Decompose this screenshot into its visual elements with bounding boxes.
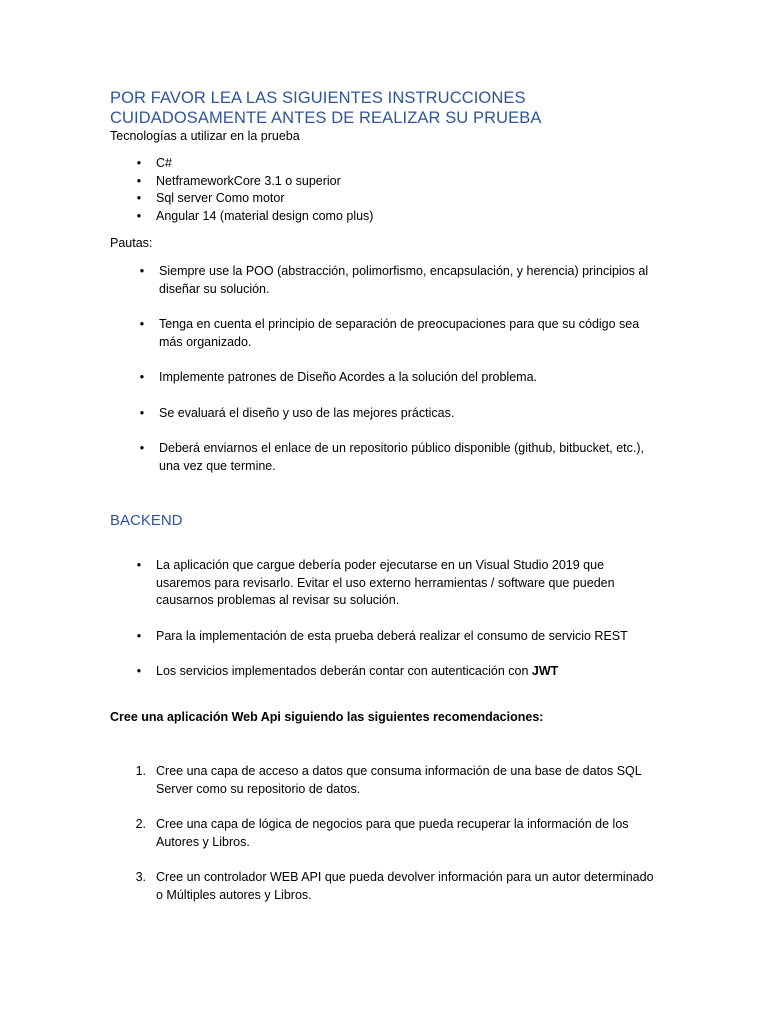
- list-item: • NetframeworkCore 3.1 o superior: [156, 173, 636, 191]
- title-line-2: CUIDADOSAMENTE ANTES DE REALIZAR SU PRUEBA: [110, 109, 542, 127]
- bullet-icon: •: [136, 191, 142, 205]
- list-item: • Sql server Como motor: [156, 190, 636, 208]
- list-item: • Los servicios implementados deberán contar con autenticación con JWT: [156, 663, 656, 681]
- bullet-icon: •: [136, 628, 142, 643]
- tech-intro: Tecnologías a utilizar en la prueba: [110, 129, 300, 143]
- pautas-list: [139, 263, 659, 493]
- list-item: 2. Cree una capa de lógica de negocios para que pueda recuperar la información de los Autores y Libros.: [156, 816, 656, 851]
- bullet-icon: •: [136, 558, 142, 572]
- bullet-icon: •: [136, 208, 142, 223]
- list-item: • Siempre use la POO (abstracción, polimorfismo, encapsulación, y herencia) principios al diseñar su solución.: [159, 263, 659, 298]
- list-item: • Para la implementación de esta prueba deberá realizar el consumo de servicio REST: [156, 628, 656, 646]
- webapi-intro: Cree una aplicación Web Api siguiendo las siguientes recomendaciones:: [110, 710, 544, 724]
- bullet-icon: •: [139, 441, 145, 455]
- list-item: 1. Cree una capa de acceso a datos que consuma información de una base de datos SQL Server como su repositorio de datos.: [156, 763, 656, 798]
- step-number: 2.: [135, 817, 146, 831]
- steps-list: [135, 763, 656, 922]
- bullet-icon: •: [139, 405, 145, 420]
- list-item: • C#: [156, 155, 636, 173]
- bullet-icon: •: [139, 370, 145, 384]
- bullet-icon: •: [139, 264, 145, 278]
- pautas-label: Pautas:: [110, 236, 153, 250]
- backend-heading: BACKEND: [110, 512, 183, 529]
- bullet-icon: •: [136, 664, 142, 678]
- step-number: 3.: [135, 870, 146, 884]
- step-number: 1.: [135, 764, 146, 778]
- bullet-icon: •: [136, 156, 142, 170]
- list-item: • Tenga en cuenta el principio de separación de preocupaciones para que su código sea más organizado.: [159, 316, 659, 351]
- jwt-bold: JWT: [531, 664, 559, 678]
- list-item: • Implemente patrones de Diseño Acordes a la solución del problema.: [159, 369, 659, 387]
- bullet-icon: •: [139, 317, 145, 331]
- title-line-1: POR FAVOR LEA LAS SIGUIENTES INSTRUCCIONES: [110, 89, 526, 107]
- list-item: • Angular 14 (material design como plus): [156, 208, 636, 226]
- tech-list: [136, 155, 636, 225]
- list-item: • Se evaluará el diseño y uso de las mejores prácticas.: [159, 405, 659, 423]
- list-item: 3. Cree un controlador WEB API que pueda devolver información para un autor determinado o Múltiples autores y Libros.: [156, 869, 656, 904]
- list-item: • La aplicación que cargue debería poder ejecutarse en un Visual Studio 2019 que usaremos para revisarlo. Evitar el uso externo herramientas / software que pueden causarnos problemas al revisar su solución.: [156, 557, 656, 610]
- list-item: • Deberá enviarnos el enlace de un repositorio público disponible (github, bitbucket, etc.), una vez que termine.: [159, 440, 659, 475]
- document-title: [110, 88, 670, 128]
- backend-list: [136, 557, 656, 699]
- bullet-icon: •: [136, 173, 142, 188]
